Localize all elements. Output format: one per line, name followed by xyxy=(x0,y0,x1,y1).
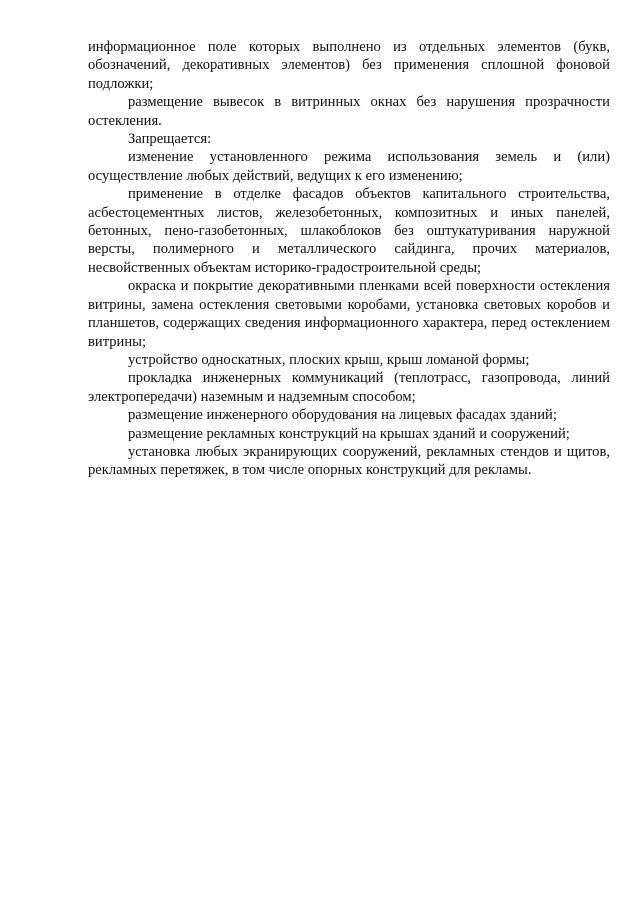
paragraph-roof-types: устройство односкатных, плоских крыш, крыш ломаной формы; xyxy=(128,351,530,368)
paragraph-roof-advertising: размещение рекламных конструкций на крышах зданий и сооружений; xyxy=(128,425,570,442)
paragraph-window-coating: окраска и покрытие декоративными пленками всей поверхности остекления витрины, замена остекления световыми коробами, установка световых коробов и планшетов, содержащих сведения информационного характера, перед остеклением витрины; xyxy=(88,278,610,350)
paragraph-continuation: информационное поле которых выполнено из отдельных элементов (букв, обозначений, декоративных элементов) без применения сплошной фоновой подложки; xyxy=(88,39,610,92)
paragraph-shop-window-signs: размещение вывесок в витринных окнах без нарушения прозрачности остекления. xyxy=(88,94,610,129)
paragraph-prohibited-heading: Запрещается: xyxy=(128,131,212,148)
paragraph-engineering-equipment: размещение инженерного оборудования на лицевых фасадах зданий; xyxy=(128,407,557,424)
paragraph-utilities: прокладка инженерных коммуникаций (теплотрасс, газопровода, линий электропередачи) наземным и надземным способом; xyxy=(88,370,610,405)
paragraph-screening-structures: установка любых экранирующих сооружений, рекламных стендов и щитов, рекламных перетяжек, в том числе опорных конструкций для рекламы. xyxy=(88,443,610,479)
document-body xyxy=(88,38,610,480)
paragraph-facade-materials: применение в отделке фасадов объектов капитального строительства, асбестоцементных листов, железобетонных, композитных и иных панелей, бетонных, пено-газобетонных, шлакоблоков без оштукатуривания наружной версты, полимерного и металлического сайдинга, прочих материалов, несвойственных объектам историко-градостроительной среды; xyxy=(88,186,610,276)
paragraph-land-use-change: изменение установленного режима использования земель и (или) осуществление любых действий, ведущих к его изменению; xyxy=(88,149,610,184)
